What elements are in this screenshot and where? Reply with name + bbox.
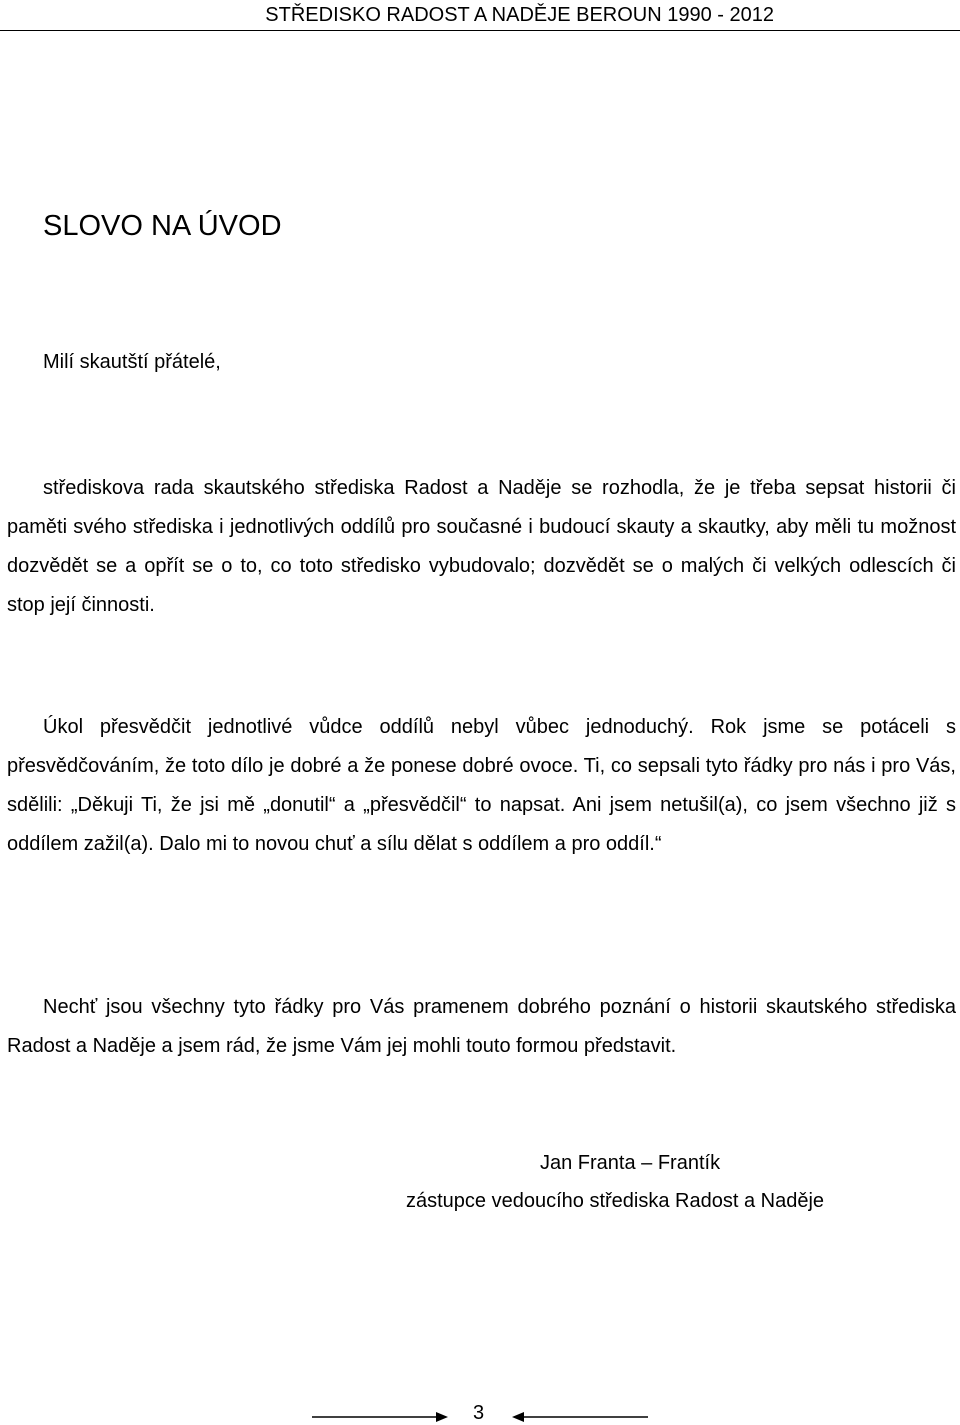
paragraph-2: Úkol přesvědčit jednotlivé vůdce oddílů nebyl vůbec jednoduchý. Rok jsme se potáceli s přesvědčováním, že toto dílo je dobré a že ponese dobré ovoce. Ti, co sepsali tyto řádky pro nás i pro Vás, sdělili: „Děkuji Ti, že jsi mě „donutil“ a „přesvědčil“ to napsat. Ani jsem netušil(a), co jsem všechno již s oddílem zažil(a). Dalo mi to novou chuť a sílu dělat s oddílem a pro oddíl.“: [7, 716, 956, 855]
greeting: Milí skautští přátelé,: [43, 351, 221, 373]
footer-arrow-left-icon: [512, 1412, 648, 1422]
signature-name: Jan Franta – Frantík: [540, 1152, 721, 1174]
footer-arrow-right-icon: [312, 1412, 448, 1422]
signature-role: zástupce vedoucího střediska Radost a Naděje: [406, 1190, 825, 1212]
paragraph-1: střediskova rada skautského střediska Radost a Naděje se rozhodla, že je třeba sepsat historii či paměti svého střediska i jednotlivých oddílů pro současné i budoucí skauty a skautky, aby měli tu možnost dozvědět se a opřít se o to, co toto středisko vybudovalo; dozvědět se o malých či velkých odlescích či stop její činnosti.: [7, 477, 956, 616]
header-title: STŘEDISKO RADOST A NADĚJE BEROUN 1990 - 2012: [265, 4, 774, 26]
page-title: SLOVO NA ÚVOD: [43, 210, 282, 242]
paragraph-3: Nechť jsou všechny tyto řádky pro Vás pramenem dobrého poznání o historii skautského střediska Radost a Naděje a jsem rád, že jsme Vám jej mohli touto formou představit.: [7, 996, 956, 1057]
page-header: [0, 0, 960, 31]
page-number: 3: [473, 1402, 485, 1424]
